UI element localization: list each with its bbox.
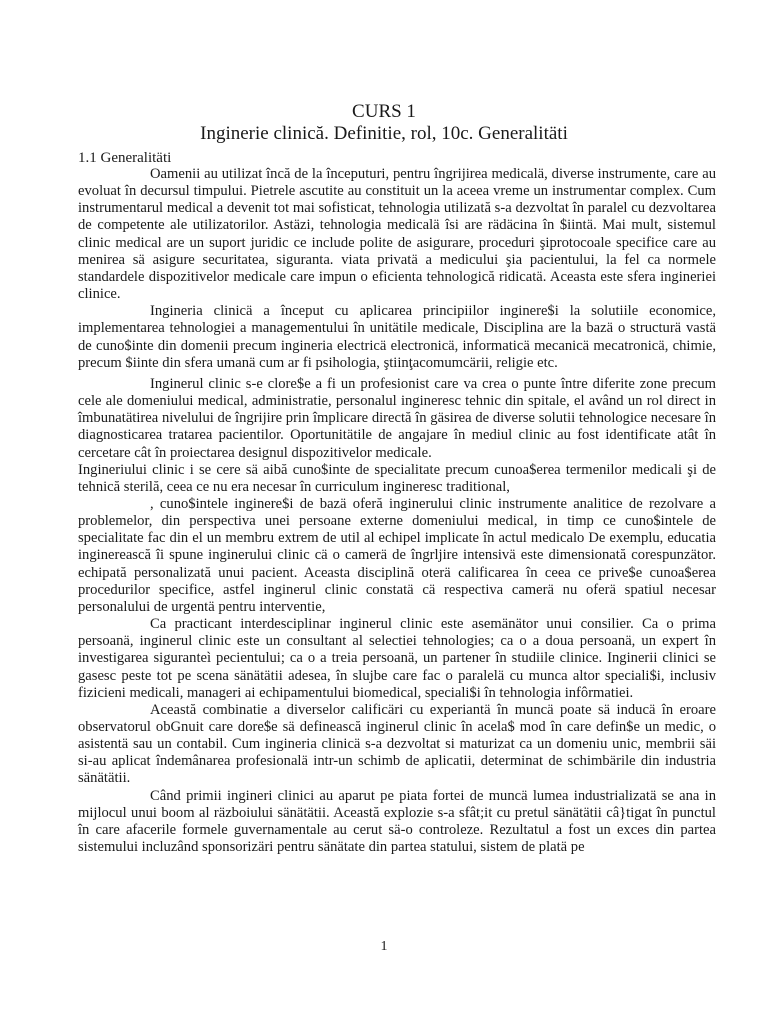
paragraph: Această combinatie a diverselor calificäri cu experiantä în muncä poate sä inducä în eroare observatorul obGnuit care dore$e sä definească inginerul clinic în acela$ mod în care defin$e un medic, o asistentä sau un contabil. Cum ingineria clinicä s-a dezvoltat si maturizat ca un domeniu unic, membrii säi si-au aplicat îndemânarea profesionalä intr-un schimb de aplicatii, determinat de schimbärile din industria sänätätii.	[78, 701, 716, 787]
paragraph: Ingineria clinicä a început cu aplicarea principiilor inginere$i la solutiile economice, implementarea tehnologiei a managementului în unitätile medicale, Disciplina are la bazä o structurä vastä de cuno$inte din domenii precum ingineria electricä electronicä, informaticä mecanicä mecatronicä, chimie, precum $iinte din sfera umanä cum ar fi psihologia, ştiinţacomumcärii, religie etc.	[78, 303, 716, 371]
page-subtitle: Inginerie clinică. Definitie, rol, 10c. Generalitäti	[200, 123, 568, 144]
section-heading: 1.1 Generalitäti	[78, 150, 172, 166]
paragraph: Ingineriului clinic i se cere sä aibă cuno$inte de specialitate precum cunoa$erea termenilor medicali şi de tehnică sterilă, ceea ce nu era necesar în curriculum ingineresc traditional,	[78, 461, 716, 495]
page-title: CURS 1	[352, 101, 416, 122]
paragraph: Oamenii au utilizat încă de la începuturi, pentru îngrijirea medicalä, diverse instrumente, care au evoluat în decursul timpului. Pietrele ascutite au constituit un la aceea vreme un instrumentar complex. Cum instrumentarul medical a devenit tot mai sofisticat, tehnologia utilizată s-a dezvoltat în paralel cu dezvoltarea de competente ale utilizatorilor. Astäzi, tehnologia medicalä îsi are rädäcina în $iintä. Mai mult, sistemul clinic medical are un suport juridic ce include polite de asigurare, proceduri şiprotocoale specifice care au menirea sä asigure securitatea, siguranta. viata privatä a medicului şia pacientului, la fel ca normele standardele dispozitivelor medicale care impun o eficienta tehnologică ridicatä. Aceasta este sfera ingineriei clinice.	[78, 166, 716, 303]
paragraph: Când primii ingineri clinici au aparut pe piata fortei de muncä lumea industrializatä se ana in mijlocul unui boom al räzboiului sänätätii. Această explozie s-a sfât;it cu pretul sänätätii câ}tigat în punctul în care afacerile formele guvernamentale au cerut sä-o controleze. Rezultatul a fost un exces din partea sistemului incluzând sponsorizäri pentru sänätate din partea statului, sistem de platä pe	[78, 787, 716, 856]
body-text	[78, 166, 716, 856]
paragraph: , cuno$intele inginere$i de bazä oferă inginerului clinic instrumente analitice de rezolvare a problemelor, din perspectiva unei persoane externe domeniului medical, in timp ce cuno$intele de specialitate fac din el un membru extrem de util al echipel implicate în actul medicalo De exemplu, educatia inginerească îi spune inginerului clinic cä o camerä de îngrljire intensivä este dimensionată corespunzätor. echipată personalizată unui pacient. Aceasta disciplină oterä calificarea în ceea ce prive$e cunoa$erea procedurilor specifice, astfel inginerul clinic constatä cä respectiva camerä nu oferä spatiul necesar personalului de urgentä pentru interventie,	[78, 495, 716, 615]
paragraph: Ca practicant interdesciplinar inginerul clinic este asemänätor unui consilier. Ca o prima persoanä, inginerul clinic este un consultant al selectiei tehnologies; ca o a doua persoanä, un expert în investigarea siguranteì pecientului; ca o a treia persoanä, un partener în studiile clinice. Inginerii clinici se gasesc peste tot pe scena sänätätii adesea, în slujbe care fac o paralelä cu munca altor speciali$i, inclusiv fizicieni medicali, manageri ai echipamentului biomedical, speciali$i în tehnologia infôrmatiei.	[78, 616, 716, 701]
paragraph: Inginerul clinic s-e clore$e a fi un profesionist care va crea o punte între diferite zone precum cele ale domeniului medical, administratie, personalul ingineresc tehnic din spitale, el având un rol direct in îmbunatätirea nivelului de îngrijire prin împlicare directă în gäsirea de diverse solutii tehnologice necesare în diagnosticarea tratarea pacientilor. Oportunitätile de angajare în mediul clinic au fost identificate atât în cercetare cât în proiectarea designul dispozitivelor medicale.	[78, 375, 716, 461]
page-number: 1	[380, 939, 388, 954]
